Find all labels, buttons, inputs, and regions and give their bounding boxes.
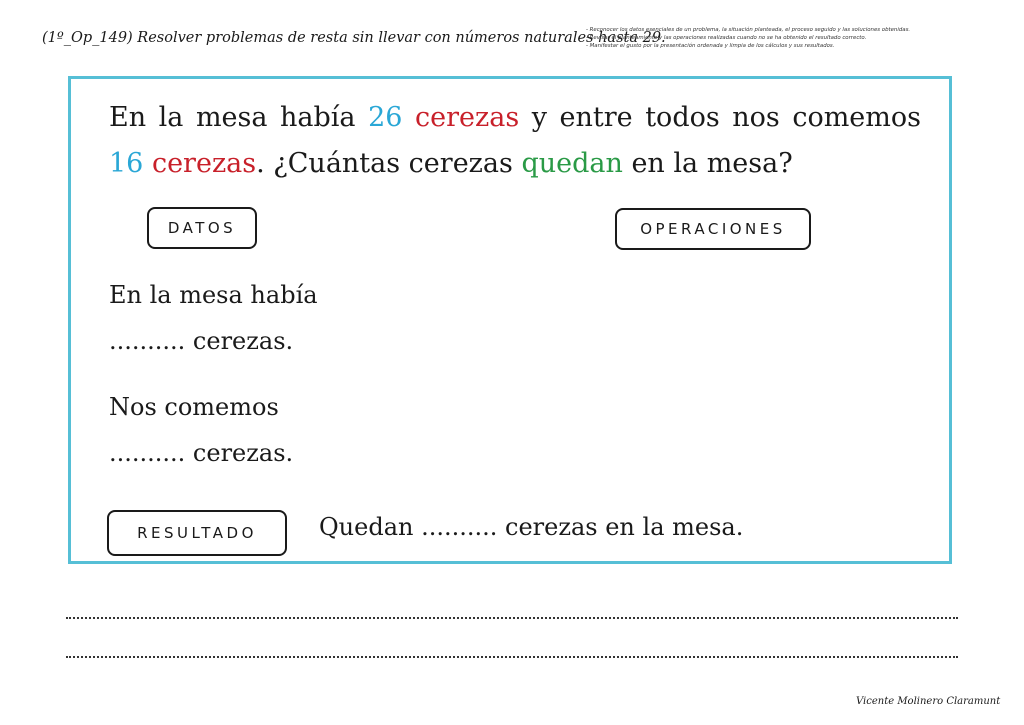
worksheet-title: (1º_Op_149) Resolver problemas de resta sin llevar con números naturales hasta 29. bbox=[42, 30, 666, 46]
data-line-eat: Nos comemos bbox=[109, 393, 279, 421]
problem-text: En la mesa había bbox=[109, 102, 369, 133]
answer-dotted-line[interactable] bbox=[66, 617, 958, 619]
objective-item: - Reconocer los datos esenciales de un problema, la situación planteada, el proceso seguido y las soluciones obtenidas. bbox=[586, 27, 911, 33]
datos-label: DATOS bbox=[147, 207, 257, 249]
problem-text: . ¿Cuántas cerezas bbox=[256, 148, 522, 179]
result-sentence[interactable]: Quedan .......... cerezas en la mesa. bbox=[319, 513, 744, 541]
operaciones-label: OPERACIONES bbox=[615, 208, 811, 250]
problem-card bbox=[68, 76, 952, 564]
problem-number: 26 bbox=[368, 102, 403, 133]
problem-cherries-word: cerezas bbox=[415, 102, 520, 133]
problem-cherries-word: cerezas bbox=[151, 148, 257, 179]
resultado-label: RESULTADO bbox=[107, 510, 287, 556]
objectives-list bbox=[586, 26, 976, 50]
objective-item: - Manifestar el gusto por la presentación ordenada y limpia de los cálculos y sus resultados. bbox=[586, 43, 835, 49]
data-line-blank[interactable]: .......... cerezas. bbox=[109, 439, 294, 467]
data-line-had: En la mesa había bbox=[109, 281, 318, 309]
problem-question-verb: quedan bbox=[521, 148, 623, 179]
problem-number: 16 bbox=[109, 148, 144, 179]
objective-item: - Revisar el planteamiento y las operaciones realizadas cuando no se ha obtenido el resultado correcto. bbox=[586, 35, 867, 41]
problem-text: en la mesa? bbox=[622, 148, 793, 179]
problem-statement bbox=[109, 95, 921, 187]
data-line-blank[interactable]: .......... cerezas. bbox=[109, 327, 294, 355]
problem-text: y entre todos nos comemos bbox=[519, 102, 921, 133]
author-signature: Vicente Molinero Claramunt bbox=[856, 696, 1001, 707]
answer-dotted-line[interactable] bbox=[66, 656, 958, 658]
